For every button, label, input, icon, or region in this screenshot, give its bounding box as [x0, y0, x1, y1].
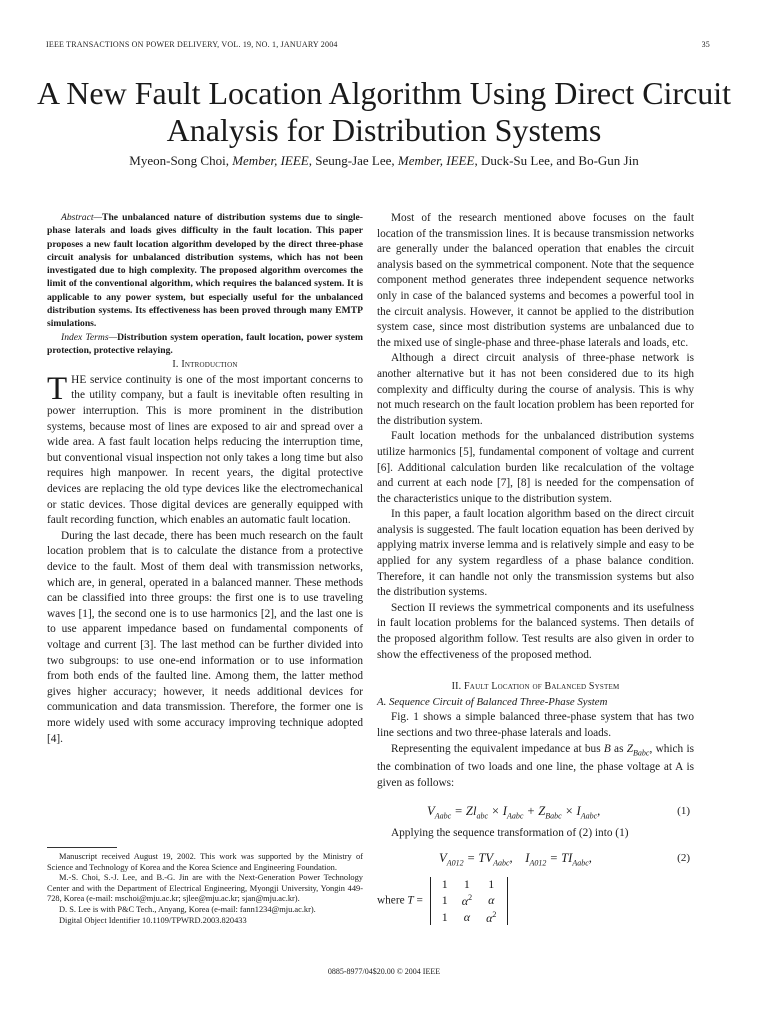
index-terms-text: Distribution system operation, fault location, power system protection, protective relaying.: [47, 331, 363, 356]
intro-paragraph-6: In this paper, a fault location algorithm based on the direct circuit analysis is suggested. The fault location equation has been derived by applying matrix inverse lemma and is relatively simple and easy to be applied for any system regardless of a phase balance condition. Therefore, it can handle not only the transmission systems but also the distribution systems.: [377, 508, 694, 599]
section-2-paragraph-1: Fig. 1 shows a simple balanced three-phase system that has two line sections and two three-phase laterals and loads.: [377, 711, 694, 739]
footnotes: [47, 852, 363, 926]
transform-matrix: 1 1 1 1 $\alpha^2$ α 1 α $\alpha^2$: [430, 877, 509, 925]
author-1: Myeon-Song Choi,: [129, 153, 233, 168]
author-3: , Duck-Su Lee, and Bo-Gun Jin: [474, 153, 639, 168]
intro-paragraph-7: Section II reviews the symmetrical components and its usefulness in fault location problems for the balanced systems. Then details of the proposed algorithm follow. Test results are also given in order to show the effectiveness of the proposed method.: [377, 601, 694, 661]
membership-1: Member, IEEE: [232, 153, 309, 168]
section-2-paragraph-2: Representing the equivalent impedance at bus B as $Z_{Babc}$, which is the combination of two loads and one line, the phase voltage at A is given as follows:: [377, 742, 694, 790]
membership-2: Member, IEEE: [397, 153, 475, 168]
section-2-heading: II. Fault Location of Balanced System: [451, 681, 620, 693]
left-column: [47, 211, 363, 747]
page-number: 35: [701, 40, 710, 49]
equation-2: $V_{A012} = TV_{Aabc}$, $I_{A012} = TI_{Aabc}$, (2): [439, 851, 690, 868]
index-terms: [47, 331, 363, 358]
abstract-label: Abstract—: [61, 212, 103, 223]
intro-paragraph-3: Most of the research mentioned above focuses on the fault location of the transmission lines. It is because transmission networks are generally under the balanced operation that enables the circuit analysis based on the symmetrical component. Note that the sequence component method generates three independent sequence networks only in case of the balanced systems and becomes a powerful tool in the circuit analysis. However, it cannot be applied to the distribution system case, since most distribution systems are unbalanced due to the mixed use of single-phase and three-phase laterals and loads, etc.: [377, 212, 694, 349]
equation-1-number: (1): [677, 804, 690, 817]
section-1-heading: I. Introduction: [172, 359, 238, 371]
intro-paragraph-2: During the last decade, there has been much research on the fault location problem that is to calculate the distance from a protective device to the fault. Most of them deal with transmission networks, which are, in general, operated in a balanced manner. These methods can be classified into three groups: the first one is to use traveling waves [1], the second one is to use harmonics [2], and the last one is to use apparent impedance based on fundamental components of voltage and current [3]. The last method can be further divided into two subgroups: to use one-end information or to use information from both ends of the faulted line. Among them, the latter method gives higher accuracy; however, it needs additional devices for communication and data transmission. Therefore, the former one is more widely used with some accuracy improving technique adopted [4].: [47, 529, 363, 745]
right-column: [377, 211, 694, 873]
intro-paragraph-4: Although a direct circuit analysis of three-phase network is another alternative but it has not been considered due to its high complexity and difficulty during the course of analysis. This is why not much research on the fault location problem has been reported for the distribution system.: [377, 352, 694, 427]
journal-header: IEEE TRANSACTIONS ON POWER DELIVERY, VOL. 19, NO. 1, JANUARY 2004: [46, 40, 338, 49]
author-list: [30, 153, 738, 169]
transform-matrix-definition: where T = 1 1 1 1 $\alpha^2$ α 1 α $\alpha^2$: [377, 877, 508, 925]
footnote-rule: [47, 847, 117, 848]
intro-paragraph-1: THE service continuity is one of the most important concerns to the utility company, but a fault is inevitable often resulting in power interruption. This is more prominent in the distribution systems, because most of lines are exposed to air and spread over a wide area. A fast fault location helps reducing the interruption time, but conventional visual inspection not only takes a long time but also requires high manpower. In recent years, the digital protective devices are replacing the old type devices like the electromechanical or static devices. Those digital devices are generally equipped with fault recording function, which enables an automatic fault location.: [47, 370, 363, 527]
author-2: , Seung-Jae Lee,: [308, 153, 398, 168]
drop-cap: T: [47, 370, 68, 407]
equation-2-number: (2): [677, 852, 690, 865]
index-terms-label: Index Terms—: [61, 331, 118, 343]
copyright-footer: 0885-8977/04$20.00 © 2004 IEEE: [327, 967, 441, 976]
equation-1: $V_{Aabc} = Zl_{abc} \times I_{Aabc} + Z_{Babc} \times I_{Aabc}$, (1): [427, 803, 690, 821]
subsection-heading: A. Sequence Circuit of Balanced Three-Phase System: [377, 695, 608, 708]
footnote-affiliation-2: D. S. Lee is with P&C Tech., Anyang, Korea (e-mail: fann1234@mju.ac.kr).: [59, 904, 316, 914]
paper-title: A New Fault Location Algorithm Using Direct Circuit Analysis for Distribution Systems: [36, 75, 732, 148]
section-2-paragraph-3: Applying the sequence transformation of (2) into (1): [391, 826, 629, 839]
abstract-text: The unbalanced nature of distribution systems due to single-phase laterals and loads gives difficulty in the fault location. This paper proposes a new fault location algorithm developed by the direct three-phase circuit analysis for unbalanced distribution systems, which has not been investigated due to high complexity. The proposed algorithm overcomes the limit of the conventional algorithm, which requires the balanced system. It is applicable to any power system, but especially useful for the unbalanced distribution systems. Its effectiveness has been proved through many EMTP simulations.: [47, 212, 363, 330]
intro-paragraph-5: Fault location methods for the unbalanced distribution systems utilize harmonics [5], fundamental component of voltage and current [6]. Additional calculation burden like recalculation of the voltage and current at each node [7], [8] is needed for the compensation of the characteristics unique to the distribution system.: [377, 430, 694, 505]
footnote-affiliation-1: M.-S. Choi, S.-J. Lee, and B.-G. Jin are with the Next-Generation Power Technology Center and with the Department of Electrical Engineering, Myongji University, Yongin 449-728, Korea (e-mail: mschoi@mju.ac.kr; sjlee@mju.ac.kr; sjan@mju.ac.kr).: [47, 873, 363, 904]
abstract: [47, 211, 363, 331]
footnote-doi: Digital Object Identifier 10.1109/TPWRD.2003.820433: [59, 915, 247, 925]
footnote-manuscript: Manuscript received August 19, 2002. This work was supported by the Ministry of Science and Technology of Korea and the Korea Science and Engineering Foundation.: [47, 852, 363, 872]
